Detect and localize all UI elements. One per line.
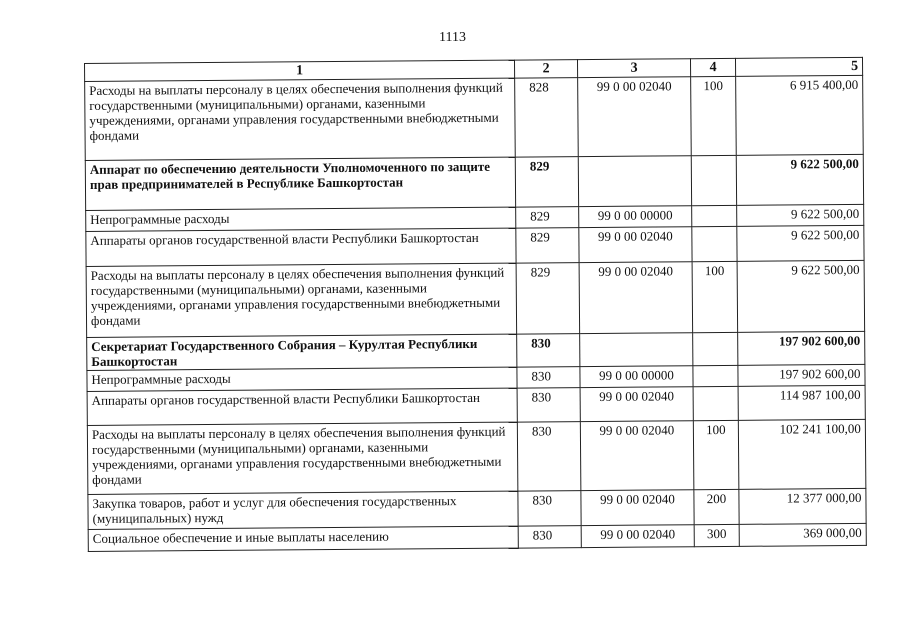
row-name-cell: Аппарат по обеспечению деятельности Уполномоченного по защите прав предпринимателей в Республике Башкортостан (85, 157, 515, 210)
page-number: 1113 (439, 30, 466, 45)
row-name-cell: Аппараты органов государственной власти Республики Башкортостан (87, 388, 517, 425)
row-name-cell: Аппараты органов государственной власти Республики Башкортостан (86, 228, 516, 266)
row-type-cell (693, 386, 738, 420)
table-row (85, 154, 863, 210)
row-type-cell (691, 155, 736, 205)
row-amount-cell: 197 902 600,00 (738, 364, 865, 386)
row-amount-cell: 12 377 000,00 (739, 488, 866, 524)
row-code-cell: 830 (517, 422, 581, 491)
row-amount-cell: 102 241 100,00 (738, 419, 866, 489)
row-amount-cell: 9 622 500,00 (737, 225, 864, 261)
row-program-cell (578, 156, 691, 207)
row-amount-cell: 6 915 400,00 (736, 75, 864, 155)
row-code-cell: 830 (518, 526, 581, 548)
row-program-cell: 99 0 00 02040 (580, 421, 694, 491)
row-name-cell: Социальное обеспечение и иные выплаты населению (88, 526, 518, 551)
header-col-3: 3 (577, 59, 690, 78)
row-code-cell: 829 (516, 263, 580, 334)
row-program-cell: 99 0 00 02040 (578, 77, 692, 157)
row-program-cell: 99 0 00 02040 (579, 262, 693, 334)
row-type-cell (693, 332, 738, 365)
header-col-1: 1 (85, 60, 515, 81)
row-program-cell: 99 0 00 02040 (581, 525, 694, 548)
row-code-cell: 830 (517, 367, 580, 388)
budget-table-container (84, 57, 867, 552)
table-row (87, 419, 866, 494)
row-type-cell (692, 205, 737, 226)
row-type-cell: 300 (694, 524, 739, 546)
row-code-cell: 829 (516, 207, 579, 228)
budget-table (84, 57, 867, 552)
row-code-cell: 830 (518, 491, 581, 526)
row-program-cell: 99 0 00 02040 (580, 387, 693, 422)
row-code-cell: 829 (515, 157, 578, 207)
row-type-cell (693, 365, 738, 386)
row-name-cell: Расходы на выплаты персоналу в целях обеспечения выполнения функций государственными (муниципальными) органами, казенными учреждениями, органами управления государственными внебюджетными фондами (87, 422, 518, 494)
row-type-cell (692, 226, 737, 261)
table-row (88, 523, 866, 551)
row-program-cell: 99 0 00 02040 (581, 490, 694, 526)
row-code-cell: 830 (517, 388, 580, 422)
table-row (85, 75, 864, 160)
row-program-cell: 99 0 00 02040 (579, 227, 692, 263)
row-program-cell: 99 0 00 00000 (579, 206, 692, 228)
row-type-cell: 100 (693, 420, 739, 489)
row-amount-cell: 369 000,00 (739, 523, 866, 546)
row-program-cell: 99 0 00 00000 (580, 366, 693, 388)
row-code-cell: 830 (517, 334, 580, 367)
row-amount-cell: 9 622 500,00 (737, 260, 865, 332)
row-code-cell: 828 (515, 78, 579, 157)
row-name-cell: Непрограммные расходы (87, 367, 517, 391)
row-name-cell: Секретариат Государственного Собрания – Курултая Республики Башкортостан (87, 334, 517, 370)
row-type-cell: 100 (691, 76, 737, 155)
header-col-5: 5 (735, 57, 862, 76)
header-col-2: 2 (514, 60, 577, 78)
row-type-cell: 100 (692, 261, 738, 332)
row-amount-cell: 9 622 500,00 (736, 154, 863, 205)
row-code-cell: 829 (516, 228, 579, 263)
header-col-4: 4 (690, 58, 735, 76)
row-type-cell: 200 (694, 489, 739, 524)
row-amount-cell: 114 987 100,00 (738, 385, 865, 420)
row-amount-cell: 197 902 600,00 (738, 331, 865, 365)
row-program-cell (580, 333, 693, 367)
table-row (86, 260, 865, 337)
row-name-cell: Закупка товаров, работ и услуг для обеспечения государственных (муниципальных) нужд (88, 491, 518, 529)
table-body (85, 75, 867, 551)
row-amount-cell: 9 622 500,00 (737, 204, 864, 226)
row-name-cell: Расходы на выплаты персоналу в целях обеспечения выполнения функций государственными (муниципальными) органами, казенными учреждениями, органами управления государственными внебюджетными фондами (85, 78, 516, 160)
row-name-cell: Непрограммные расходы (86, 207, 516, 231)
row-name-cell: Расходы на выплаты персоналу в целях обеспечения выполнения функций государственными (муниципальными) органами, казенными учреждениями, органами управления государственными внебюджетными фондами (86, 263, 517, 337)
